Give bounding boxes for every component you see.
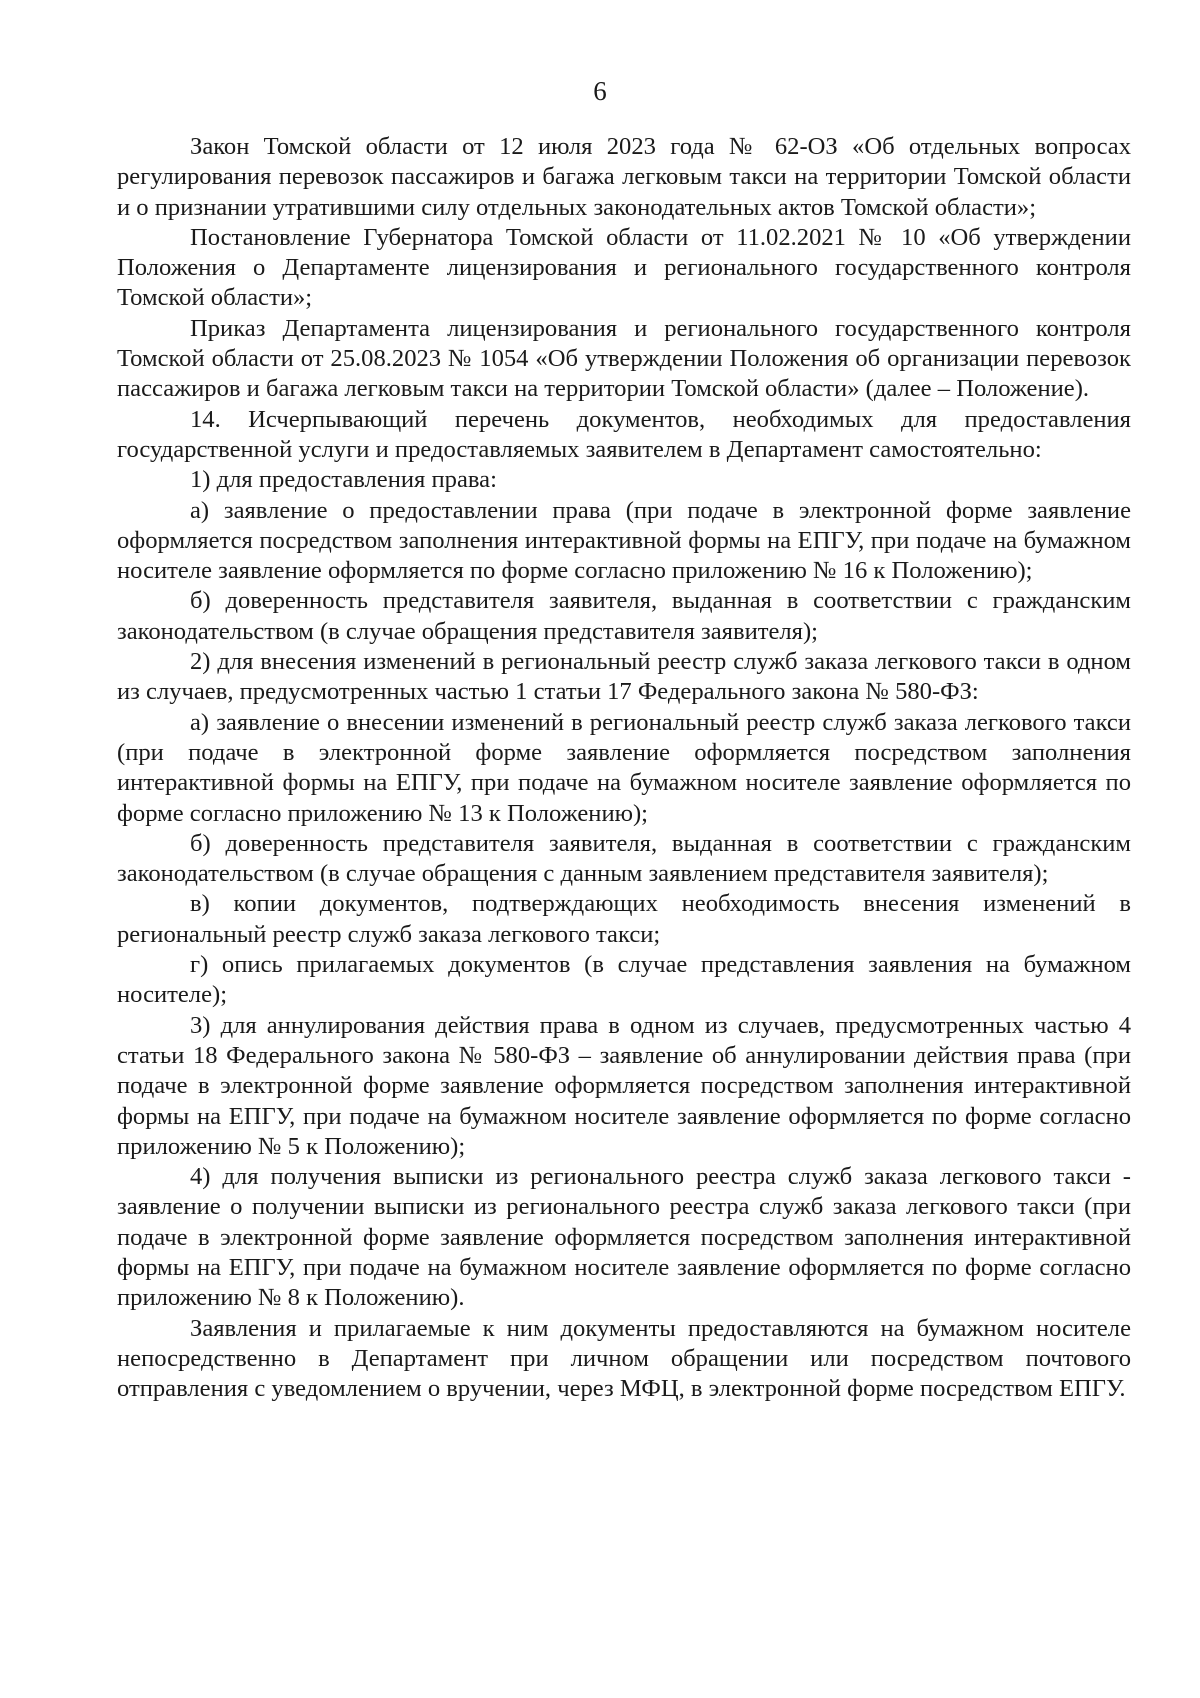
paragraph-subitem-1a: а) заявление о предоставлении права (при подаче в электронной форме заявление оформляется посредством заполнения интерактивной формы на ЕПГУ, при подаче на бумажном носителе заявление оформляется по форме согласно приложению № 16 к Положению); [117,496,1131,585]
paragraph-subitem-2: 2) для внесения изменений в региональный реестр служб заказа легкового такси в одном из случаев, предусмотренных частью 1 статьи 17 Федерального закона № 580-ФЗ: [117,648,1131,706]
document-body [117,132,1131,1404]
paragraph-department-order: Приказ Департамента лицензирования и регионального государственного контроля Томской области от 25.08.2023 № 1054 «Об утверждении Положения об организации перевозок пассажиров и багажа легковым такси на территории Томской области» (далее – Положение). [117,314,1131,403]
paragraph-subitem-2b: б) доверенность представителя заявителя, выданная в соответствии с гражданским законодательством (в случае обращения с данным заявлением представителя заявителя); [117,829,1131,888]
paragraph-subitem-1b: б) доверенность представителя заявителя, выданная в соответствии с гражданским законодательством (в случае обращения представителя заявителя); [117,587,1131,645]
page-number: 6 [593,76,607,106]
paragraph-subitem-1: 1) для предоставления права: [190,466,497,494]
paragraph-subitem-4: 4) для получения выписки из регионального реестра служб заказа легкового такси - заявление о получении выписки из регионального реестра служб заказа легкового такси (при подаче в электронной форме заявление оформляется посредством заполнения интерактивной формы на ЕПГУ, при подаче на бумажном носителе заявление оформляется по форме согласно приложению № 8 к Положению). [117,1163,1131,1312]
paragraph-subitem-2g: г) опись прилагаемых документов (в случае представления заявления на бумажном носителе); [117,951,1131,1009]
paragraph-item-14: 14. Исчерпывающий перечень документов, необходимых для предоставления государственной услуги и предоставляемых заявителем в Департамент самостоятельно: [117,405,1131,463]
paragraph-subitem-2v: в) копии документов, подтверждающих необходимость внесения изменений в региональный реестр служб заказа легкового такси; [117,890,1131,948]
paragraph-submission-methods: Заявления и прилагаемые к ним документы предоставляются на бумажном носителе непосредственно в Департамент при личном обращении или посредством почтового отправления с уведомлением о вручении, через МФЦ, в электронной форме посредством ЕПГУ. [117,1314,1131,1403]
paragraph-subitem-3: 3) для аннулирования действия права в одном из случаев, предусмотренных частью 4 статьи 18 Федерального закона № 580-ФЗ – заявление об аннулировании действия права (при подаче в электронной форме заявление оформляется посредством заполнения интерактивной формы на ЕПГУ, при подаче на бумажном носителе заявление оформляется по форме согласно приложению № 5 к Положению); [117,1011,1131,1160]
paragraph-subitem-2a: а) заявление о внесении изменений в региональный реестр служб заказа легкового такси (при подаче в электронной форме заявление оформляется посредством заполнения интерактивной формы на ЕПГУ, при подаче на бумажном носителе заявление оформляется по форме согласно приложению № 13 к Положению); [117,708,1131,827]
paragraph-governor-resolution: Постановление Губернатора Томской области от 11.02.2021 № 10 «Об утверждении Положения о Департаменте лицензирования и регионального государственного контроля Томской области»; [117,223,1131,312]
paragraph-law-tomsk-62-oz: Закон Томской области от 12 июля 2023 года № 62-ОЗ «Об отдельных вопросах регулирования перевозок пассажиров и багажа легковым такси на территории Томской области и о признании утратившими силу отдельных законодательных актов Томской области»; [117,133,1131,221]
